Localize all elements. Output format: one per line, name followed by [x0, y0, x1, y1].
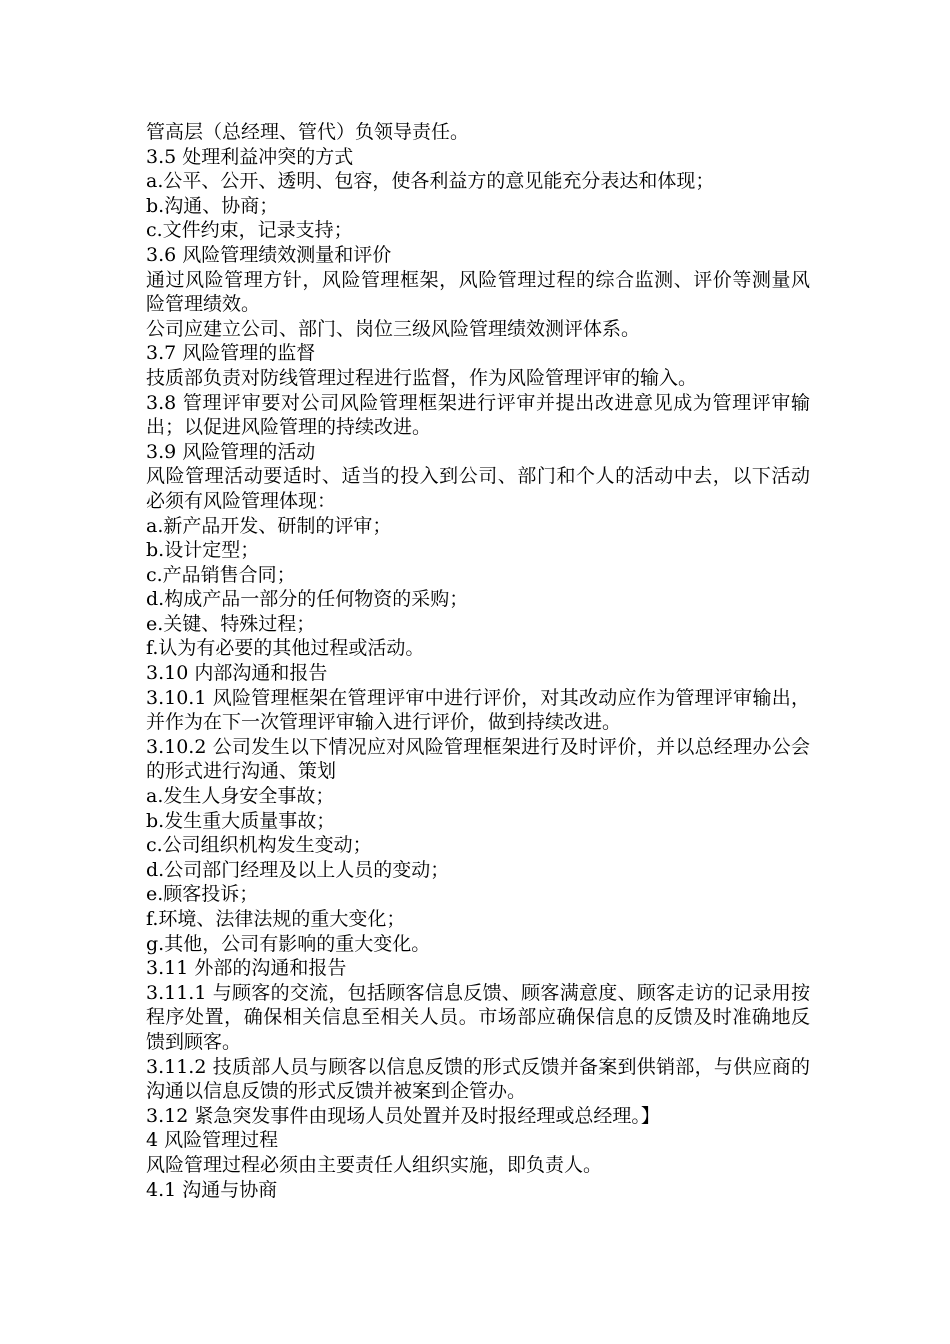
paragraph: 通过风险管理方针，风险管理框架，风险管理过程的综合监测、评价等测量风险管理绩效。: [146, 268, 810, 316]
section-3-10-2: 3.10.2 公司发生以下情况应对风险管理框架进行及时评价，并以总经理办公会的形式进行沟通、策划: [146, 735, 810, 783]
list-item: a.新产品开发、研制的评审；: [146, 514, 392, 537]
list-item: a.公平、公开、透明、包容，使各利益方的意见能充分表达和体现；: [146, 170, 715, 193]
paragraph: 风险管理过程必须由主要责任人组织实施，即负责人。: [146, 1153, 603, 1176]
paragraph: 技质部负责对防线管理过程进行监督，作为风险管理评审的输入。: [146, 366, 698, 389]
section-heading-3-5: 3.5 处理利益冲突的方式: [146, 145, 354, 168]
section-3-12: 3.12 紧急突发事件由现场人员处置并及时报经理或总经理。】: [146, 1104, 660, 1127]
section-heading-3-9: 3.9 风险管理的活动: [146, 440, 316, 463]
list-item: b.发生重大质量事故；: [146, 809, 336, 832]
paragraph: 风险管理活动要适时、适当的投入到公司、部门和个人的活动中去，以下活动必须有风险管理体现：: [146, 465, 810, 512]
list-item: d.公司部门经理及以上人员的变动；: [146, 858, 450, 881]
list-item: e.顾客投诉；: [146, 883, 259, 906]
section-heading-3-10: 3.10 内部沟通和报告: [146, 662, 328, 685]
section-3-10-1: 3.10.1 风险管理框架在管理评审中进行评价，对其改动应作为管理评审输出，并作为在下一次管理评审输入进行评价，做到持续改进。: [146, 686, 810, 734]
section-heading-4: 4 风险管理过程: [146, 1129, 279, 1152]
section-heading-4-1: 4.1 沟通与协商: [146, 1178, 278, 1201]
list-item: b.沟通、协商；: [146, 194, 279, 217]
paragraph: 管高层（总经理、管代）负领导责任。: [146, 121, 470, 143]
section-heading-3-7: 3.7 风险管理的监督: [146, 342, 316, 365]
section-heading-3-11: 3.11 外部的沟通和报告: [146, 957, 347, 980]
paragraph: 公司应建立公司、部门、岗位三级风险管理绩效测评体系。: [146, 317, 641, 340]
list-item: f.认为有必要的其他过程或活动。: [146, 637, 425, 660]
list-item: b.设计定型；: [146, 539, 260, 562]
list-item: e.关键、特殊过程；: [146, 612, 316, 635]
section-heading-3-6: 3.6 风险管理绩效测量和评价: [146, 243, 392, 266]
section-3-11-2: 3.11.2 技质部人员与顾客以信息反馈的形式反馈并备案到供销部，与供应商的沟通以信息反馈的形式反馈并被案到企管办。: [146, 1055, 810, 1103]
list-item: c.公司组织机构发生变动；: [146, 834, 372, 857]
list-item: a.发生人身安全事故；: [146, 785, 335, 808]
list-item: c.文件约束，记录支持；: [146, 219, 353, 242]
list-item: d.构成产品一部分的任何物资的采购；: [146, 588, 469, 611]
list-item: g.其他，公司有影响的重大变化。: [146, 932, 431, 955]
section-3-11-1: 3.11.1 与顾客的交流，包括顾客信息反馈、顾客满意度、顾客走访的记录用按程序处置，确保相关信息至相关人员。市场部应确保信息的反馈及时准确地反馈到顾客。: [146, 981, 810, 1053]
list-item: f.环境、法律法规的重大变化；: [146, 908, 406, 930]
document-body: [146, 120, 810, 1202]
list-item: c.产品销售合同；: [146, 563, 296, 586]
section-3-8: 3.8 管理评审要对公司风险管理框架进行评审并提出改进意见成为管理评审输出；以促进风险管理的持续改进。: [146, 391, 810, 439]
